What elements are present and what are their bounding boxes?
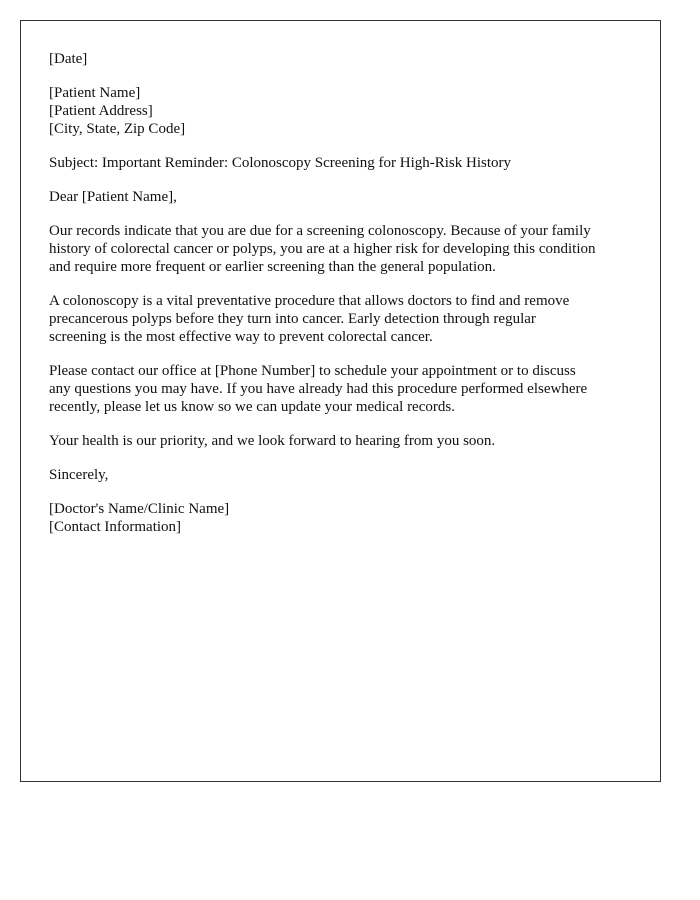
body-line: recently, please let us know so we can update your medical records. xyxy=(49,399,455,415)
body-line: A colonoscopy is a vital preventative procedure that allows doctors to find and remove xyxy=(49,293,570,309)
salutation: Dear [Patient Name], xyxy=(49,189,177,205)
body-line: Our records indicate that you are due for a screening colonoscopy. Because of your family xyxy=(49,223,591,239)
body-line: any questions you may have. If you have already had this procedure performed elsewhere xyxy=(49,381,588,397)
closing: Sincerely, xyxy=(49,467,109,483)
recipient-address: [Patient Address] xyxy=(49,103,153,119)
body-line: precancerous polyps before they turn into cancer. Early detection through regular xyxy=(49,311,536,327)
body-line: history of colorectal cancer or polyps, you are at a higher risk for developing this condition xyxy=(49,241,596,257)
body-line: Please contact our office at [Phone Number] to schedule your appointment or to discuss xyxy=(49,363,576,379)
signature-contact: [Contact Information] xyxy=(49,519,182,535)
body-paragraph xyxy=(49,362,632,416)
recipient-city-state-zip: [City, State, Zip Code] xyxy=(49,121,186,137)
body-paragraph xyxy=(49,222,632,276)
body-line: Your health is our priority, and we look forward to hearing from you soon. xyxy=(49,433,496,449)
letter-date: [Date] xyxy=(49,51,88,67)
body-line: and require more frequent or earlier screening than the general population. xyxy=(49,259,496,275)
signature-block xyxy=(49,500,632,536)
recipient-block xyxy=(49,84,632,138)
body-paragraph xyxy=(49,432,632,450)
recipient-name: [Patient Name] xyxy=(49,85,141,101)
signature-name: [Doctor's Name/Clinic Name] xyxy=(49,501,230,517)
body-line: screening is the most effective way to prevent colorectal cancer. xyxy=(49,329,433,345)
body-paragraph xyxy=(49,292,632,346)
letter-subject: Subject: Important Reminder: Colonoscopy Screening for High-Risk History xyxy=(49,155,512,171)
letter xyxy=(20,20,661,782)
